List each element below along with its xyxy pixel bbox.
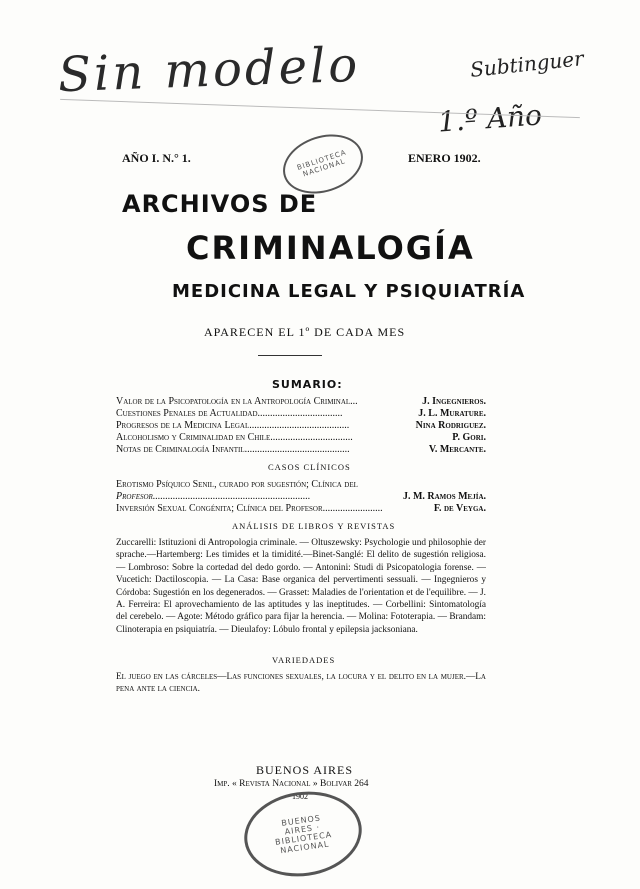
casos-item-line xyxy=(116,503,486,514)
footer-year: 1902 xyxy=(292,792,308,801)
divider xyxy=(258,355,322,356)
sumario-author: P. Gori. xyxy=(452,432,486,443)
issue-number: AÑO I. N.° 1. xyxy=(122,151,191,165)
title-line-1: ARCHIVOS DE xyxy=(122,190,318,218)
library-stamp-bottom xyxy=(239,784,368,884)
sumario-row xyxy=(116,408,486,419)
sumario-title: Alcoholismo y Criminalidad en Chile................................. xyxy=(116,432,353,443)
sumario-author: J. Ingegnieros. xyxy=(422,396,486,407)
footer-city: BUENOS AIRES xyxy=(256,763,354,777)
sumario-author: Nina Rodriguez. xyxy=(415,420,486,431)
issue-date: ENERO 1902. xyxy=(408,151,481,165)
handwritten-note-right: Subtinguer xyxy=(469,46,585,82)
casos-title: Profesor............................................................... xyxy=(116,491,311,502)
analisis-heading: ANÁLISIS DE LIBROS Y REVISTAS xyxy=(232,521,396,531)
casos-title: Inversión Sexual Congénita; Clínica del Profesor........................ xyxy=(116,503,383,514)
handwritten-note: Sin modelo xyxy=(57,36,362,104)
sumario-heading: SUMARIO: xyxy=(272,378,343,391)
sumario-row xyxy=(116,420,486,431)
sumario-title: Progresos de la Medicina Legal........................................ xyxy=(116,420,350,431)
casos-item-line xyxy=(116,491,486,502)
footer-imprint: Imp. « Revista Nacional » Bolivar 264 xyxy=(214,779,369,789)
title-line-3: MEDICINA LEGAL Y PSIQUIATRÍA xyxy=(172,281,526,302)
analisis-text: Zuccarelli: Istituzioni di Antropologia criminale. — Oltuszewsky: Psychologie und philosophie der sprache.—Hartemberg: Les timides et la timidité.—Binet-Sanglé: El delito de sugestión religiosa. — Lombroso: Sobre la cortedad del dedo gordo. — Antonini: Studi di Psicopatologia forense. — Vucetich: Dactiloscopia. — La Casa: Base organica del pervertimenti sessuali. — Ingegnieros y Córdoba: Sugestión en los degenerados. — Grasset: Maladies de l'orientation et de l'equilibre. — J. A. Ferreira: El aprovechamiento de las aptitudes y las ineptitudes. — Corbellini: Sintomatología del cerebelo. — Agote: Método gráfico para fijar la herencia. — Molina: Fototerapia. — Brandam: Clinoterapia en psiquiatría. — Dieulafoy: Lóbulo frontal y epilepsia jacksoniana. xyxy=(116,538,486,635)
sumario-author: J. L. Murature. xyxy=(418,408,486,419)
variedades-heading: VARIEDADES xyxy=(272,655,336,665)
casos-author: J. M. Ramos Mejía. xyxy=(402,491,486,502)
library-stamp-text: BIBLIOTECA NACIONAL xyxy=(296,148,348,179)
variedades-text: El juego en las cárceles—Las funciones sexuales, la locura y el delito en la mujer.—La pena ante la ciencia. xyxy=(116,672,486,695)
casos-heading: CASOS CLÍNICOS xyxy=(268,462,351,472)
handwritten-year: 1.º Año xyxy=(436,98,543,139)
title-main: CRIMINALOGÍA xyxy=(186,229,475,267)
sumario-title: Notas de Criminalogía Infantil.......................................... xyxy=(116,444,350,455)
casos-author: F. de Veyga. xyxy=(433,503,486,514)
sumario-title: Valor de la Psicopatología en la Antropología Criminal... xyxy=(116,396,358,407)
casos-item-line xyxy=(116,479,486,490)
sumario-title: Cuestiones Penales de Actualidad.................................. xyxy=(116,408,343,419)
subtitle: APARECEN EL 1º DE CADA MES xyxy=(204,325,406,339)
library-stamp-bottom-text: BUENOS AIRES · BIBLIOTECA NACIONAL xyxy=(274,813,333,856)
casos-title: Erotismo Psíquico Senil, curado por sugestión; Clínica del xyxy=(116,479,358,490)
sumario-row xyxy=(116,444,486,455)
sumario-author: V. Mercante. xyxy=(428,444,486,455)
sumario-row xyxy=(116,432,486,443)
sumario-row xyxy=(116,396,486,407)
